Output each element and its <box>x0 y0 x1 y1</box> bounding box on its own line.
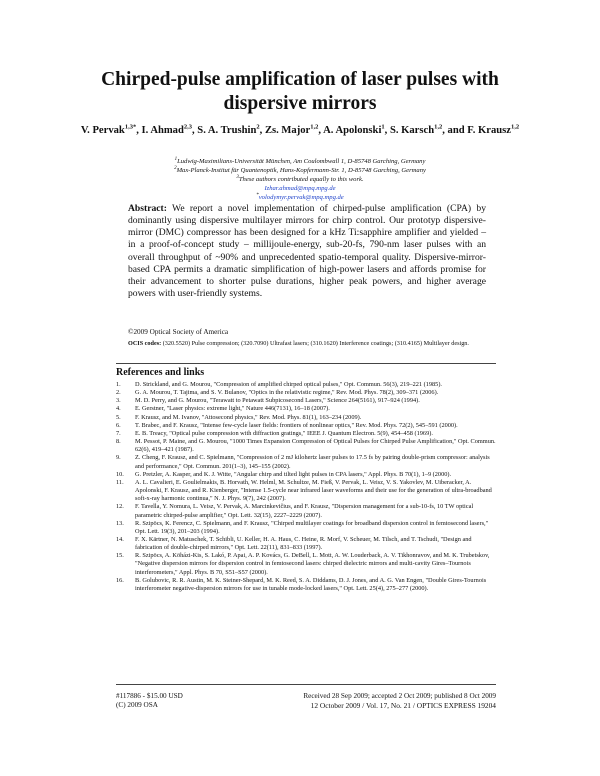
reference-item <box>116 536 496 552</box>
author-name: S. A. Trushin <box>197 125 257 136</box>
author-affiliation-mark: 1,2 <box>310 123 319 131</box>
reference-item <box>116 414 496 422</box>
author-name: I. Ahmad <box>141 125 184 136</box>
reference-text: G. Pretzler, A. Kasper, and K. J. Witte, "Angular chirp and tilted light pulses in CPA lasers," Appl. Phys. B 70(1), 1–9 (2000). <box>135 470 452 478</box>
affiliation-line <box>90 175 510 184</box>
author-name: F. Krausz <box>467 125 512 136</box>
ocis-codes <box>128 340 486 349</box>
affiliation-line <box>90 193 510 202</box>
affiliation-mark: 3 <box>236 174 239 180</box>
author-name: Zs. Major <box>264 125 311 136</box>
reference-item <box>116 479 496 503</box>
reference-text: F. Tavella, Y. Nomura, L. Veisz, V. Pervak, A. Marcinkevičius, and F. Krausz, "Dispersion management for a sub-10-fs, 10 TW optical parametric chirped-pulse amplifier," Opt. Lett. 32(15), 2227–2229 (2007). <box>135 503 474 519</box>
reference-number: 1. <box>116 381 121 388</box>
footer-rule <box>116 684 496 685</box>
reference-number: 12. <box>116 503 124 511</box>
abstract-text: We report a novel implementation of chirped-pulse amplification (CPA) by dominantly using dispersive multilayer mirrors for chirp control. Our prototyp dispersive-mirror (DMC) compressor has been designed for a kHz Ti:sapphire amplifier and yielded – in a proof-of-concept study – millijoule-energy, sub-20-fs, 790-nm laser pulses with an overall throughput of ~90% and unprecedented spatio-temporal quality. Dispersive-mirror-based CPA permits a dramatic simplification of high-power lasers and affords promise for their advancement to shorter pulse durations, higher peak powers, and higher average powers with user-friendly systems. <box>128 203 486 300</box>
author-affiliation-mark: 1,3* <box>124 123 137 131</box>
footer-copyright: (C) 2009 OSA <box>116 701 158 709</box>
copyright-notice: ©2009 Optical Society of America <box>128 328 229 336</box>
reference-item <box>116 454 496 470</box>
affiliation-text: These authors contributed equally to this work. <box>238 176 364 183</box>
reference-item <box>116 471 496 479</box>
reference-number: 11. <box>116 478 124 486</box>
author-separator: , <box>136 125 142 136</box>
reference-item <box>116 381 496 389</box>
reference-text: F. X. Kärtner, N. Matuschek, T. Schibli, U. Keller, H. A. Haus, C. Heine, R. Morf, V. Scheuer, M. Tilsch, and T. Tschudi, "Design and fabrication of double-chirped mirrors," Opt. Lett. 22(11), 831–833 (1997). <box>135 535 472 552</box>
reference-item <box>116 405 496 413</box>
reference-text: B. Golubovic, R. R. Austin, M. K. Steiner-Shepard, M. K. Reed, S. A. Diddams, D. J. Jones, and A. G. Van Engen, "Double Gires-Tournois interferometer negative-dispersion mirrors for use in tunable mode-locked lasers," Opt. Lett. 25(4), 275–277 (2000). <box>135 576 487 592</box>
reference-list <box>116 381 496 593</box>
author-separator: , <box>259 125 265 136</box>
reference-number: 8. <box>116 438 121 446</box>
reference-text: D. Strickland, and G. Mourou, "Compression of amplified chirped optical pulses," Opt. Commun. 56(3), 219–221 (1985). <box>135 381 443 388</box>
reference-text: M. Pessot, P. Maine, and G. Mourou, "1000 Times Expansion Compression of Optical Pulses for Chirped Pulse Amplification," Opt. Commun. 62(6), 419–421 (1987). <box>135 438 496 454</box>
reference-number: 9. <box>116 454 121 462</box>
author-separator: , and <box>442 125 468 136</box>
paper-title: Chirped-pulse amplification of laser pulses with dispersive mirrors <box>101 69 499 114</box>
ocis-label: OCIS codes: <box>128 340 162 347</box>
affiliation-line <box>90 166 510 175</box>
reference-item <box>116 520 496 536</box>
author-name: V. Pervak <box>80 125 125 136</box>
author-affiliation-mark: 1,2 <box>511 123 520 131</box>
reference-number: 6. <box>116 421 121 429</box>
affiliation-text[interactable]: Izhar.ahmad@mpq.mpg.de <box>264 185 336 192</box>
reference-text: R. Szipöcs, K. Ferencz, C. Spielmann, and F. Krausz, "Chirped multilayer coatings for broadband dispersion control in femtosecond lasers," Opt. Lett. 19(3), 201–203 (1994). <box>135 519 489 535</box>
author-affiliation-mark: 1 <box>381 123 385 131</box>
reference-text: A. L. Cavalieri, E. Goulielmakis, B. Horvath, W. Helml, M. Schultze, M. Fieß, V. Pervak, L. Veisz, V. S. Yakovlev, M. Uiberacker, A. Apolonski, F. Krausz, and R. Kienberger, "Intense 1.5-cycle near infrared laser waveforms and their use for the generation of ultra-broadband soft-x-ray harmonic continua," N. J. Phys. 9(7), 242 (2007). <box>135 478 492 503</box>
author-name: S. Karsch <box>389 125 435 136</box>
reference-text: Z. Cheng, F. Krausz, and C. Spielmann, "Compression of 2 mJ kilohertz laser pulses to 17.5 fs by pairing double-prism compressor: analysis and performance," Opt. Commun. 201(1–3), 145–155 (2002). <box>135 454 490 470</box>
reference-item <box>116 503 496 519</box>
author-separator: , <box>318 125 324 136</box>
reference-text: E. B. Treacy, "Optical pulse compression with diffraction gratings," IEEE J. Quantum Electron. 5(9), 454–458 (1969). <box>135 429 433 437</box>
affiliation-list <box>90 157 510 202</box>
affiliation-mark: * <box>256 192 259 198</box>
reference-text: F. Krausz, and M. Ivanov, "Attosecond physics," Rev. Mod. Phys. 81(1), 163–234 (2009). <box>135 413 362 421</box>
abstract <box>128 203 486 300</box>
reference-text: R. Szipöcs, A. Köházi-Kis, S. Lakó, P. Apai, A. P. Kovács, G. DeBell, L. Mott, A. W. Louderback, A. V. Tikhonravov, and M. K. Trubetskov, "Negative dispersion mirrors for dispersion control in femtosecond lasers: chirped dielectric mirrors and multi-cavity Gires–Tournois interferometers," Appl. Phys. B 70, S51–S57 (2000). <box>135 552 490 576</box>
affiliation-text: Ludwig-Maximilians-Universität München, Am Coulombwall 1, D-85748 Garching, Germany <box>177 158 426 165</box>
reference-text: G. A. Mourou, T. Tajima, and S. V. Bulanov, "Optics in the relativistic regime," Rev. Mod. Phys. 78(2), 309–371 (2006). <box>135 389 439 397</box>
reference-number: 13. <box>116 519 124 527</box>
reference-text: E. Gerstner, "Laser physics: extreme light," Nature 446(7131), 16–18 (2007). <box>135 405 330 413</box>
author-separator: , <box>192 125 198 136</box>
footer-received: Received 28 Sep 2009; accepted 2 Oct 2009; published 8 Oct 2009 <box>303 692 496 700</box>
reference-item <box>116 438 496 454</box>
affiliation-line <box>90 184 510 193</box>
reference-item <box>116 389 496 397</box>
author-affiliation-mark: 1,2 <box>434 123 443 131</box>
footer-doc-id: #117886 - $15.00 USD <box>116 692 183 700</box>
reference-item <box>116 552 496 576</box>
affiliation-mark: 1 <box>174 156 178 162</box>
author-affiliation-mark: 2,3 <box>183 123 192 131</box>
author-separator: , <box>384 125 390 136</box>
affiliation-mark: 2 <box>174 165 177 171</box>
affiliation-line <box>90 157 510 166</box>
abstract-label: Abstract: <box>128 203 167 214</box>
affiliation-text[interactable]: volodymyr.pervak@mpq.mpg.de <box>258 194 344 201</box>
references-top-rule <box>116 363 496 364</box>
reference-number: 16. <box>116 576 124 584</box>
reference-number: 14. <box>116 535 124 543</box>
references-heading: References and links <box>116 367 205 378</box>
affiliation-text: Max-Planck-Institut für Quantenoptik, Hans-Kopfermann-Str. 1, D-85748 Garching, Germany <box>176 167 426 174</box>
reference-item <box>116 422 496 430</box>
reference-text: T. Brabec, and F. Krausz, "Intense few-cycle laser fields: frontiers of nonlinear optics," Rev. Mod. Phys. 72(2), 545–591 (2000). <box>135 421 458 429</box>
reference-text: M. D. Perry, and G. Mourou, "Terawatt to Petawatt Subpicosecond Lasers," Science 264(5161), 917–924 (1994). <box>135 397 420 405</box>
reference-item <box>116 430 496 438</box>
author-list <box>68 124 532 138</box>
reference-number: 15. <box>116 552 124 560</box>
reference-item <box>116 397 496 405</box>
reference-item <box>116 577 496 593</box>
ocis-text: (320.5520) Pulse compression; (320.7090) Ultrafast lasers; (310.1620) Interference coatings; (310.4165) Multilayer design. <box>162 340 469 347</box>
reference-number: 10. <box>116 470 124 478</box>
author-affiliation-mark: 2 <box>256 123 260 131</box>
page-footer <box>116 692 496 710</box>
author-name: A. Apolonski <box>323 125 382 136</box>
footer-journal: 12 October 2009 / Vol. 17, No. 21 / OPTICS EXPRESS 19204 <box>310 701 496 710</box>
reference-number: 3. <box>116 397 121 405</box>
reference-number: 2. <box>116 389 121 397</box>
reference-number: 7. <box>116 429 121 437</box>
reference-number: 5. <box>116 413 121 421</box>
reference-number: 4. <box>116 405 121 413</box>
